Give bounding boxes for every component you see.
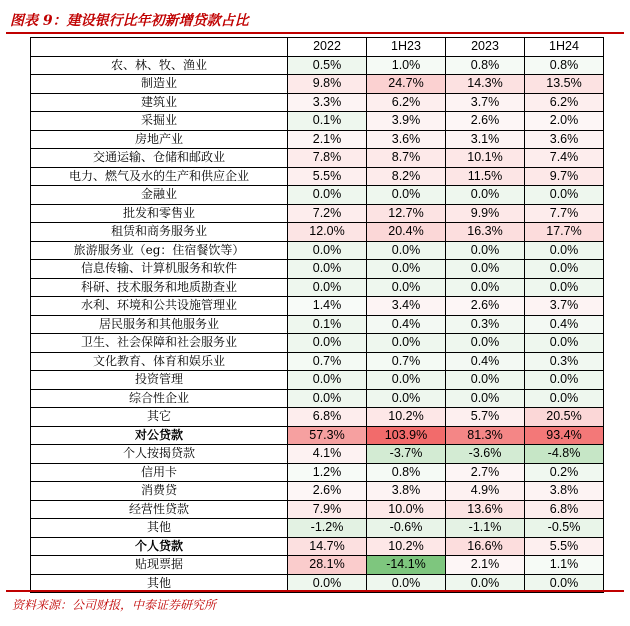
value-cell: 13.6% <box>446 500 525 519</box>
table-row <box>31 130 604 149</box>
table-row <box>31 297 604 316</box>
value-cell: 7.4% <box>525 149 604 168</box>
row-label: 信用卡 <box>31 463 288 482</box>
row-label: 其它 <box>31 408 288 427</box>
value-cell: 0.0% <box>446 278 525 297</box>
table-row <box>31 149 604 168</box>
value-cell: 13.5% <box>525 75 604 94</box>
value-cell: 3.6% <box>525 130 604 149</box>
value-cell: 3.6% <box>367 130 446 149</box>
table-row <box>31 556 604 575</box>
table-row <box>31 241 604 260</box>
value-cell: 0.0% <box>525 260 604 279</box>
table-row <box>31 112 604 131</box>
value-cell: 3.7% <box>446 93 525 112</box>
value-cell: 9.7% <box>525 167 604 186</box>
row-label: 其他 <box>31 519 288 538</box>
value-cell: 11.5% <box>446 167 525 186</box>
value-cell: -14.1% <box>367 556 446 575</box>
value-cell: 0.4% <box>525 315 604 334</box>
value-cell: -3.6% <box>446 445 525 464</box>
value-cell: 0.0% <box>525 334 604 353</box>
value-cell: 8.7% <box>367 149 446 168</box>
table-row <box>31 352 604 371</box>
value-cell: 0.8% <box>525 56 604 75</box>
value-cell: 2.7% <box>446 463 525 482</box>
value-cell: 0.0% <box>446 186 525 205</box>
value-cell: 0.1% <box>288 112 367 131</box>
value-cell: 0.0% <box>367 260 446 279</box>
figure-title: 图表 9：建设银行比年初新增贷款占比 <box>10 13 249 29</box>
value-cell: -3.7% <box>367 445 446 464</box>
value-cell: 17.7% <box>525 223 604 242</box>
value-cell: 57.3% <box>288 426 367 445</box>
value-cell: 0.7% <box>367 352 446 371</box>
value-cell: 2.6% <box>446 112 525 131</box>
table-body <box>31 56 604 593</box>
table-row <box>31 204 604 223</box>
value-cell: 0.8% <box>446 56 525 75</box>
value-cell: 0.5% <box>288 56 367 75</box>
value-cell: 0.0% <box>288 260 367 279</box>
value-cell: 3.8% <box>367 482 446 501</box>
value-cell: 9.9% <box>446 204 525 223</box>
value-cell: 0.0% <box>367 278 446 297</box>
row-label: 电力、燃气及水的生产和供应企业 <box>31 167 288 186</box>
row-label: 个人按揭贷款 <box>31 445 288 464</box>
table-row <box>31 278 604 297</box>
value-cell: 2.0% <box>525 112 604 131</box>
value-cell: 0.0% <box>446 371 525 390</box>
table-row <box>31 260 604 279</box>
value-cell: 3.7% <box>525 297 604 316</box>
value-cell: 0.0% <box>367 186 446 205</box>
value-cell: 0.0% <box>446 389 525 408</box>
row-label: 对公贷款 <box>31 426 288 445</box>
table-row <box>31 334 604 353</box>
row-label: 投资管理 <box>31 371 288 390</box>
table-row <box>31 537 604 556</box>
table-row <box>31 223 604 242</box>
value-cell: 3.9% <box>367 112 446 131</box>
value-cell: 0.3% <box>446 315 525 334</box>
value-cell: 7.8% <box>288 149 367 168</box>
value-cell: 5.5% <box>288 167 367 186</box>
value-cell: -1.2% <box>288 519 367 538</box>
table-row <box>31 426 604 445</box>
table-row <box>31 371 604 390</box>
value-cell: 0.0% <box>367 389 446 408</box>
value-cell: 10.2% <box>367 408 446 427</box>
header-cell-2023: 2023 <box>446 38 525 57</box>
value-cell: 0.0% <box>288 278 367 297</box>
value-cell: 0.4% <box>446 352 525 371</box>
bottom-rule <box>6 590 624 592</box>
table-row <box>31 389 604 408</box>
value-cell: 0.0% <box>525 371 604 390</box>
value-cell: 0.0% <box>525 389 604 408</box>
value-cell: 7.9% <box>288 500 367 519</box>
row-label: 个人贷款 <box>31 537 288 556</box>
value-cell: 28.1% <box>288 556 367 575</box>
table-row <box>31 463 604 482</box>
value-cell: 1.4% <box>288 297 367 316</box>
top-rule <box>6 32 624 34</box>
row-label: 批发和零售业 <box>31 204 288 223</box>
row-label: 综合性企业 <box>31 389 288 408</box>
table-row <box>31 75 604 94</box>
value-cell: 0.0% <box>525 574 604 593</box>
value-cell: 0.8% <box>367 463 446 482</box>
value-cell: 16.6% <box>446 537 525 556</box>
row-label: 交通运输、仓储和邮政业 <box>31 149 288 168</box>
header-cell-2022: 2022 <box>288 38 367 57</box>
row-label: 经营性贷款 <box>31 500 288 519</box>
value-cell: 16.3% <box>446 223 525 242</box>
value-cell: 0.0% <box>288 334 367 353</box>
value-cell: 0.0% <box>525 241 604 260</box>
table-row <box>31 186 604 205</box>
row-label: 采掘业 <box>31 112 288 131</box>
header-cell-1h23: 1H23 <box>367 38 446 57</box>
value-cell: 0.0% <box>525 278 604 297</box>
value-cell: 3.1% <box>446 130 525 149</box>
value-cell: 6.8% <box>525 500 604 519</box>
row-label: 其他 <box>31 574 288 593</box>
value-cell: 0.0% <box>446 574 525 593</box>
value-cell: 0.0% <box>288 389 367 408</box>
row-label: 消费贷 <box>31 482 288 501</box>
value-cell: 2.1% <box>288 130 367 149</box>
value-cell: 5.5% <box>525 537 604 556</box>
value-cell: 0.0% <box>367 241 446 260</box>
value-cell: 0.0% <box>288 241 367 260</box>
value-cell: 103.9% <box>367 426 446 445</box>
value-cell: 20.5% <box>525 408 604 427</box>
row-label: 文化教育、体育和娱乐业 <box>31 352 288 371</box>
value-cell: 12.7% <box>367 204 446 223</box>
value-cell: 5.7% <box>446 408 525 427</box>
header-cell-blank <box>31 38 288 57</box>
value-cell: -1.1% <box>446 519 525 538</box>
row-label: 租赁和商务服务业 <box>31 223 288 242</box>
source-note: 资料来源：公司财报，中泰证券研究所 <box>12 598 217 612</box>
row-label: 制造业 <box>31 75 288 94</box>
row-label: 农、林、牧、渔业 <box>31 56 288 75</box>
value-cell: -0.6% <box>367 519 446 538</box>
row-label: 金融业 <box>31 186 288 205</box>
value-cell: 0.0% <box>446 260 525 279</box>
value-cell: 0.2% <box>525 463 604 482</box>
row-label: 居民服务和其他服务业 <box>31 315 288 334</box>
value-cell: 4.1% <box>288 445 367 464</box>
table-row <box>31 56 604 75</box>
value-cell: 9.8% <box>288 75 367 94</box>
value-cell: 1.1% <box>525 556 604 575</box>
value-cell: 12.0% <box>288 223 367 242</box>
value-cell: 2.6% <box>288 482 367 501</box>
value-cell: 0.7% <box>288 352 367 371</box>
row-label: 贴现票据 <box>31 556 288 575</box>
header-cell-1h24: 1H24 <box>525 38 604 57</box>
value-cell: 1.0% <box>367 56 446 75</box>
table-row <box>31 482 604 501</box>
value-cell: 0.0% <box>525 186 604 205</box>
value-cell: 4.9% <box>446 482 525 501</box>
table-row <box>31 167 604 186</box>
row-label: 水利、环境和公共设施管理业 <box>31 297 288 316</box>
value-cell: 81.3% <box>446 426 525 445</box>
value-cell: 14.3% <box>446 75 525 94</box>
table-row <box>31 93 604 112</box>
value-cell: 0.0% <box>446 334 525 353</box>
value-cell: 24.7% <box>367 75 446 94</box>
row-label: 科研、技术服务和地质勘查业 <box>31 278 288 297</box>
value-cell: 1.2% <box>288 463 367 482</box>
value-cell: 0.4% <box>367 315 446 334</box>
value-cell: 3.4% <box>367 297 446 316</box>
value-cell: 0.3% <box>525 352 604 371</box>
table-row <box>31 408 604 427</box>
value-cell: 93.4% <box>525 426 604 445</box>
value-cell: 0.0% <box>288 186 367 205</box>
table-row <box>31 500 604 519</box>
value-cell: 7.2% <box>288 204 367 223</box>
table-row <box>31 445 604 464</box>
value-cell: 0.0% <box>288 574 367 593</box>
value-cell: 6.8% <box>288 408 367 427</box>
value-cell: 6.2% <box>525 93 604 112</box>
loan-share-table <box>30 37 604 593</box>
value-cell: 0.1% <box>288 315 367 334</box>
value-cell: 2.6% <box>446 297 525 316</box>
value-cell: 10.1% <box>446 149 525 168</box>
header-row <box>31 38 604 57</box>
value-cell: 3.3% <box>288 93 367 112</box>
value-cell: 8.2% <box>367 167 446 186</box>
table-row <box>31 519 604 538</box>
value-cell: 20.4% <box>367 223 446 242</box>
value-cell: 14.7% <box>288 537 367 556</box>
value-cell: 0.0% <box>446 241 525 260</box>
value-cell: 10.2% <box>367 537 446 556</box>
row-label: 房地产业 <box>31 130 288 149</box>
value-cell: 3.8% <box>525 482 604 501</box>
row-label: 旅游服务业（eg：住宿餐饮等） <box>31 241 288 260</box>
value-cell: -0.5% <box>525 519 604 538</box>
value-cell: 0.0% <box>367 574 446 593</box>
value-cell: 10.0% <box>367 500 446 519</box>
value-cell: 2.1% <box>446 556 525 575</box>
value-cell: 0.0% <box>288 371 367 390</box>
table-row <box>31 315 604 334</box>
value-cell: 0.0% <box>367 371 446 390</box>
value-cell: 0.0% <box>367 334 446 353</box>
row-label: 卫生、社会保障和社会服务业 <box>31 334 288 353</box>
value-cell: 6.2% <box>367 93 446 112</box>
row-label: 信息传输、计算机服务和软件 <box>31 260 288 279</box>
value-cell: -4.8% <box>525 445 604 464</box>
value-cell: 7.7% <box>525 204 604 223</box>
row-label: 建筑业 <box>31 93 288 112</box>
